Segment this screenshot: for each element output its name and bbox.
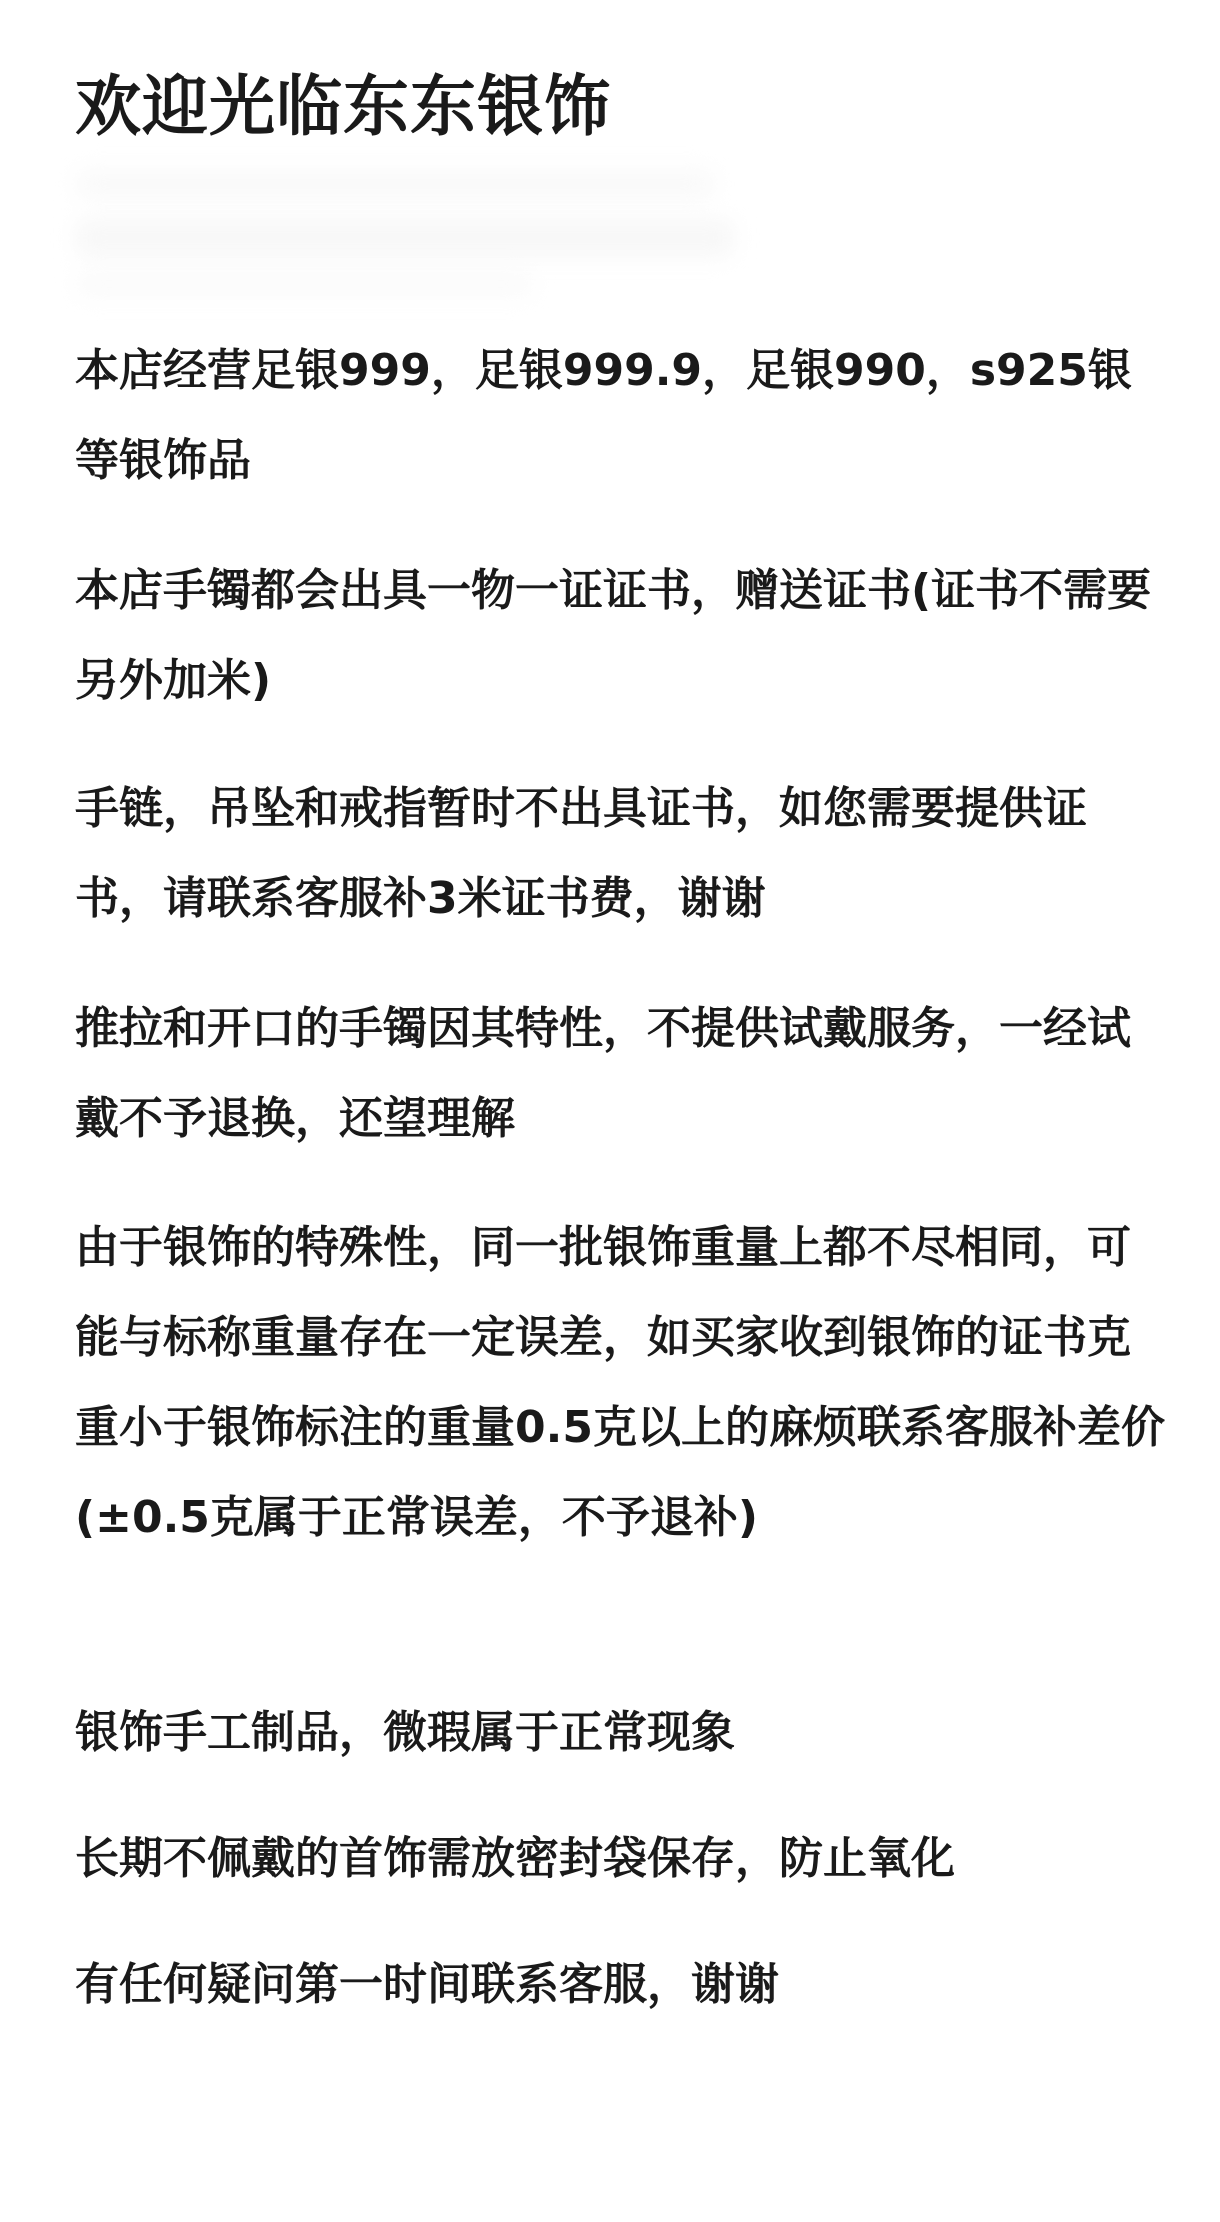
notice-paragraph-handmade: 银饰手工制品，微瑕属于正常现象 [75, 1707, 735, 1758]
blurred-line [75, 270, 535, 298]
notice-paragraph-bracelet-certificate: 本店手镯都会出具一物一证证书，赠送证书(证书不需要另外加米) [75, 565, 1152, 706]
notice-paragraph-try-on-policy: 推拉和开口的手镯因其特性，不提供试戴服务，一经试戴不予退换，还望理解 [75, 1003, 1131, 1144]
notice-paragraph-storage: 长期不佩戴的首饰需放密封袋保存，防止氧化 [75, 1833, 955, 1884]
notice-paragraph-other-certificate: 手链，吊坠和戒指暂时不出具证书，如您需要提供证书，请联系客服补3米证书费，谢谢 [75, 783, 1087, 924]
blurred-line [75, 218, 735, 258]
page-title: 欢迎光临东东银饰 [75, 68, 611, 145]
notice-paragraph-weight-policy: 由于银饰的特殊性，同一批银饰重量上都不尽相同，可能与标称重量存在一定误差，如买家收到银饰的证书克重小于银饰标注的重量0.5克以上的麻烦联系客服补差价(±0.5克属于正常误差，不予退补) [75, 1222, 1165, 1543]
blurred-line [75, 168, 715, 200]
notice-paragraph-products: 本店经营足银999，足银999.9，足银990，s925银等银饰品 [75, 345, 1132, 486]
notice-paragraph-contact: 有任何疑问第一时间联系客服，谢谢 [75, 1959, 779, 2010]
